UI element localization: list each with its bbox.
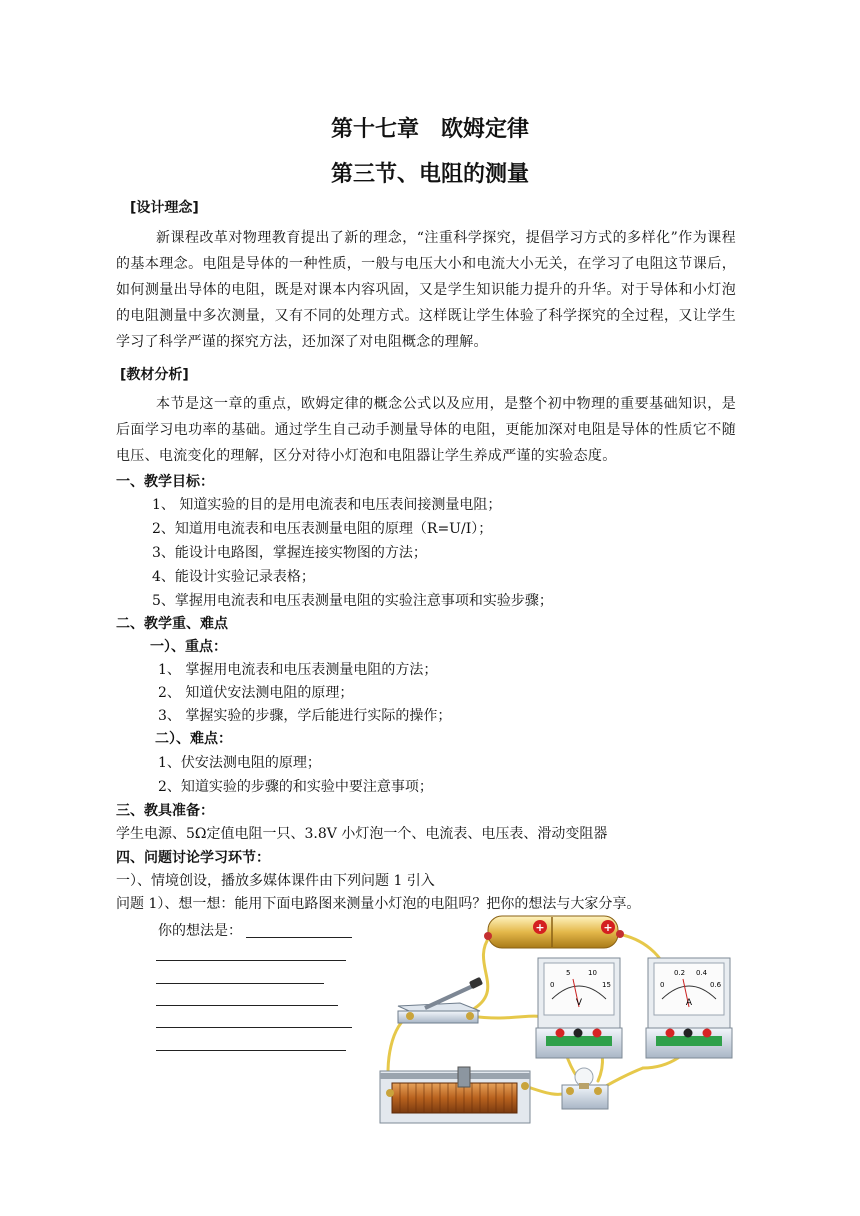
equipment-heading: 三、教具准备： xyxy=(116,803,214,819)
design-heading: [设计理念] xyxy=(130,200,199,216)
goal-item: 2、知道用电流表和电压表测量电阻的原理（R=U/I）； xyxy=(152,521,493,537)
discussion-question: 问题 1）、想一想：能用下面电路图来测量小灯泡的电阻吗？把你的想法与大家分享。 xyxy=(116,896,641,912)
difficulty-item: 1、伏安法测电阻的原理； xyxy=(158,755,321,771)
battery-plus-sign: + xyxy=(603,921,613,934)
answer-blank[interactable] xyxy=(156,983,324,984)
discussion-line-1: 一）、情境创设，播放多媒体课件由下列问题 1 引入 xyxy=(116,873,435,889)
discussion-heading: 四、问题讨论学习环节： xyxy=(116,850,270,866)
focus-item: 2、 知道伏安法测电阻的原理； xyxy=(158,685,354,701)
goal-item: 1、 知道实验的目的是用电流表和电压表间接测量电阻； xyxy=(152,497,502,513)
ammeter-tick-label: 0 xyxy=(660,981,665,989)
design-paragraph: 新课程改革对物理教育提出了新的理念，“注重科学探究，提倡学习方式的多样化”作为课程的基本理念。电阻是导体的一种性质，一般与电压大小和电流大小无关，在学习了电阻这节课后，如何测量出导体的电阻，既是对课本内容巩固，又是学生知识能力提升的升华。对于导体和小灯泡的电阻测量中多次测量，又有不同的处理方式。这样既让学生体验了科学探究的全过程，又让学生学习了科学严谨的探究方法，还加深了对电阻概念的理解。 xyxy=(116,230,736,350)
sliding-rheostat xyxy=(380,1067,530,1123)
goal-item: 5、掌握用电流表和电压表测量电阻的实验注意事项和实验步骤； xyxy=(152,593,553,609)
battery-plus-sign: + xyxy=(535,921,545,934)
answer-blank[interactable] xyxy=(156,1050,346,1051)
focus-item: 3、 掌握实验的步骤，学后能进行实际的操作； xyxy=(158,708,452,724)
equipment-text: 学生电源、5Ω定值电阻一只、3.8V 小灯泡一个、电流表、电压表、滑动变阻器 xyxy=(116,826,608,842)
keypoints-subheading-difficulty: 二）、难点： xyxy=(155,731,232,747)
voltmeter-tick-label: 15 xyxy=(602,981,611,989)
goals-heading: 一、教学目标： xyxy=(116,474,214,490)
voltmeter xyxy=(536,958,622,1058)
analysis-paragraph: 本节是这一章的重点，欧姆定律的概念公式以及应用，是整个初中物理的重要基础知识，是后面学习电功率的基础。通过学生自己动手测量导体的电阻，更能加深对电阻是导体的性质它不随电压、电流变化的理解，区分对待小灯泡和电阻器让学生养成严谨的实验态度。 xyxy=(116,396,736,464)
ammeter-tick-label: 0.2 xyxy=(674,969,686,977)
keypoints-subheading-focus: 一）、重点： xyxy=(150,639,227,655)
ammeter-symbol: A xyxy=(685,998,693,1008)
answer-blank[interactable] xyxy=(156,1005,338,1006)
difficulty-item: 2、知道实验的步骤的和实验中要注意事项； xyxy=(158,779,433,795)
voltmeter-tick-label: 0 xyxy=(550,981,555,989)
focus-item: 1、 掌握用电流表和电压表测量电阻的方法； xyxy=(158,662,438,678)
keypoints-heading: 二、教学重、难点 xyxy=(116,616,228,632)
ammeter-tick-label: 0.4 xyxy=(696,969,708,977)
answer-blank[interactable] xyxy=(156,960,346,961)
chapter-title: 第十七章 欧姆定律 xyxy=(330,117,529,142)
battery xyxy=(484,916,624,948)
voltmeter-tick-label: 5 xyxy=(566,969,571,977)
ammeter xyxy=(646,958,732,1058)
goal-item: 3、能设计电路图，掌握连接实物图的方法； xyxy=(152,545,427,561)
analysis-heading: [教材分析] xyxy=(120,367,189,383)
answer-prompt: 你的想法是： xyxy=(158,923,242,939)
knife-switch xyxy=(398,977,483,1023)
answer-blank[interactable] xyxy=(246,937,352,938)
section-title: 第三节、电阻的测量 xyxy=(330,162,529,187)
answer-blank[interactable] xyxy=(156,1027,352,1028)
ammeter-tick-label: 0.6 xyxy=(710,981,722,989)
voltmeter-tick-label: 10 xyxy=(588,969,597,977)
circuit-illustration xyxy=(370,903,750,1128)
voltmeter-symbol: V xyxy=(575,998,583,1008)
goal-item: 4、能设计实验记录表格； xyxy=(152,569,315,585)
